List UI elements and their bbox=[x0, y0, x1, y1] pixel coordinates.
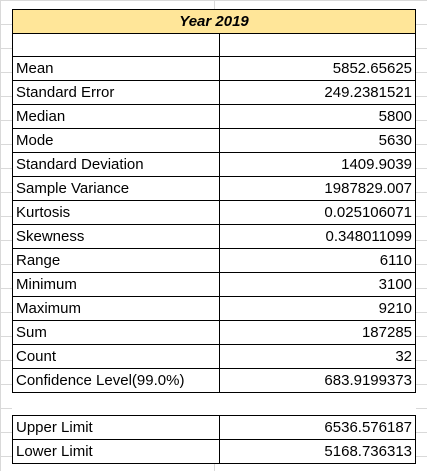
stat-row-minimum bbox=[13, 273, 416, 297]
stat-value[interactable]: 9210 bbox=[220, 297, 416, 321]
stat-row-count bbox=[13, 345, 416, 369]
stat-value[interactable]: 3100 bbox=[220, 273, 416, 297]
stat-value[interactable]: 32 bbox=[220, 345, 416, 369]
stat-label[interactable]: Standard Deviation bbox=[13, 153, 220, 177]
stat-label[interactable]: Mode bbox=[13, 129, 220, 153]
stat-row-kurtosis bbox=[13, 201, 416, 225]
stat-value[interactable]: 5800 bbox=[220, 105, 416, 129]
stat-value[interactable]: 5630 bbox=[220, 129, 416, 153]
limit-row-lower bbox=[13, 440, 416, 464]
limit-value[interactable]: 5168.736313 bbox=[220, 440, 416, 464]
stat-row-sample-variance bbox=[13, 177, 416, 201]
stat-value[interactable]: 5852.65625 bbox=[220, 57, 416, 81]
limit-label[interactable]: Upper Limit bbox=[13, 416, 220, 440]
stat-row-skewness bbox=[13, 225, 416, 249]
empty-cell[interactable] bbox=[220, 34, 416, 57]
stat-value[interactable]: 1409.9039 bbox=[220, 153, 416, 177]
stat-label[interactable]: Skewness bbox=[13, 225, 220, 249]
stat-value[interactable]: 0.348011099 bbox=[220, 225, 416, 249]
stat-label[interactable]: Count bbox=[13, 345, 220, 369]
stat-row-mean bbox=[13, 57, 416, 81]
title-row bbox=[13, 10, 416, 34]
limit-label[interactable]: Lower Limit bbox=[13, 440, 220, 464]
stat-row-maximum bbox=[13, 297, 416, 321]
stat-value[interactable]: 0.025106071 bbox=[220, 201, 416, 225]
stat-label[interactable]: Mean bbox=[13, 57, 220, 81]
empty-cell[interactable] bbox=[220, 393, 416, 416]
stat-row-sum bbox=[13, 321, 416, 345]
stat-label[interactable]: Median bbox=[13, 105, 220, 129]
stat-value[interactable]: 1987829.007 bbox=[220, 177, 416, 201]
limit-row-upper bbox=[13, 416, 416, 440]
stat-row-median bbox=[13, 105, 416, 129]
stat-label[interactable]: Kurtosis bbox=[13, 201, 220, 225]
stat-value[interactable]: 187285 bbox=[220, 321, 416, 345]
stat-label[interactable]: Minimum bbox=[13, 273, 220, 297]
stat-label[interactable]: Range bbox=[13, 249, 220, 273]
stat-value[interactable]: 6110 bbox=[220, 249, 416, 273]
stat-row-range bbox=[13, 249, 416, 273]
empty-cell[interactable] bbox=[13, 34, 220, 57]
blank-row bbox=[13, 34, 416, 57]
stat-label[interactable]: Confidence Level(99.0%) bbox=[13, 369, 220, 393]
stat-label[interactable]: Sample Variance bbox=[13, 177, 220, 201]
descriptive-statistics-table bbox=[12, 9, 416, 464]
stat-label[interactable]: Sum bbox=[13, 321, 220, 345]
stat-row-confidence-level bbox=[13, 369, 416, 393]
limit-value[interactable]: 6536.576187 bbox=[220, 416, 416, 440]
stat-label[interactable]: Standard Error bbox=[13, 81, 220, 105]
stat-row-mode bbox=[13, 129, 416, 153]
year-title-cell[interactable]: Year 2019 bbox=[13, 10, 416, 34]
stat-row-standard-error bbox=[13, 81, 416, 105]
stat-value[interactable]: 683.9199373 bbox=[220, 369, 416, 393]
stat-row-standard-deviation bbox=[13, 153, 416, 177]
stat-value[interactable]: 249.2381521 bbox=[220, 81, 416, 105]
gap-row bbox=[13, 393, 416, 416]
empty-cell[interactable] bbox=[13, 393, 220, 416]
stat-label[interactable]: Maximum bbox=[13, 297, 220, 321]
